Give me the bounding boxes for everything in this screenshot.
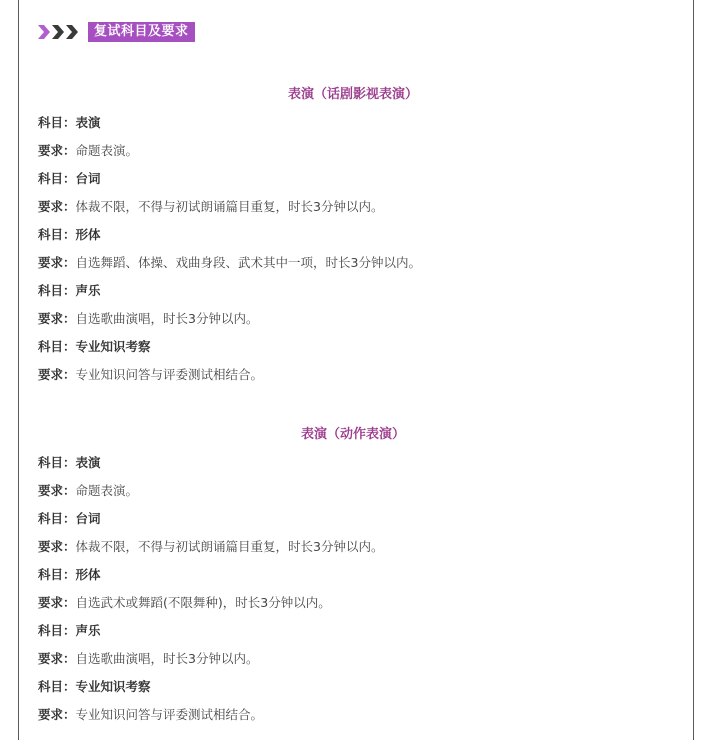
requirement-value: 自选歌曲演唱，时长3分钟以内。	[75, 651, 259, 666]
section-header	[38, 22, 195, 42]
subject-value: 表演	[75, 455, 101, 470]
subject-row	[38, 221, 668, 249]
subject-row	[38, 561, 668, 589]
requirement-row	[38, 305, 668, 333]
subject-row	[38, 277, 668, 305]
subject-value: 台词	[75, 511, 101, 526]
requirement-value: 自选歌曲演唱，时长3分钟以内。	[75, 311, 259, 326]
section-title: 表演（动作表演）	[300, 427, 405, 442]
subject-value: 专业知识考察	[75, 339, 151, 354]
requirement-label: 要求：	[38, 651, 76, 666]
subject-label: 科目：	[38, 511, 76, 526]
triple-chevron-right-icon	[38, 22, 80, 42]
requirement-row	[38, 533, 668, 561]
requirement-value: 自选武术或舞蹈(不限舞种)，时长3分钟以内。	[75, 595, 331, 610]
requirement-row	[38, 701, 668, 729]
requirement-value: 自选舞蹈、体操、戏曲身段、武术其中一项，时长3分钟以内。	[75, 255, 421, 270]
subject-label: 科目：	[38, 623, 76, 638]
subject-value: 声乐	[75, 623, 101, 638]
subject-row	[38, 109, 668, 137]
requirement-row	[38, 137, 668, 165]
subject-value: 台词	[75, 171, 101, 186]
subject-value: 形体	[75, 227, 101, 242]
subject-label: 科目：	[38, 567, 76, 582]
requirement-label: 要求：	[38, 539, 76, 554]
subject-label: 科目：	[38, 455, 76, 470]
header-title: 复试科目及要求	[88, 22, 195, 42]
subject-value: 声乐	[75, 283, 101, 298]
requirement-row	[38, 477, 668, 505]
subject-row	[38, 165, 668, 193]
subject-value: 专业知识考察	[75, 679, 151, 694]
subject-label: 科目：	[38, 679, 76, 694]
section-action	[38, 421, 668, 729]
subject-row	[38, 333, 668, 361]
subject-value: 形体	[75, 567, 101, 582]
requirement-value: 命题表演。	[75, 143, 139, 158]
subject-label: 科目：	[38, 115, 76, 130]
requirement-label: 要求：	[38, 311, 76, 326]
requirement-row	[38, 645, 668, 673]
subject-label: 科目：	[38, 283, 76, 298]
requirement-value: 专业知识问答与评委测试相结合。	[75, 707, 264, 722]
requirement-label: 要求：	[38, 595, 76, 610]
subject-row	[38, 505, 668, 533]
subject-label: 科目：	[38, 339, 76, 354]
requirement-row	[38, 361, 668, 389]
requirement-value: 体裁不限，不得与初试朗诵篇目重复，时长3分钟以内。	[75, 199, 384, 214]
section-drama-film	[38, 81, 668, 389]
requirement-label: 要求：	[38, 483, 76, 498]
requirement-label: 要求：	[38, 367, 76, 382]
requirement-row	[38, 589, 668, 617]
subject-row	[38, 449, 668, 477]
requirement-value: 命题表演。	[75, 483, 139, 498]
requirement-label: 要求：	[38, 143, 76, 158]
requirement-label: 要求：	[38, 707, 76, 722]
requirement-value: 体裁不限，不得与初试朗诵篇目重复，时长3分钟以内。	[75, 539, 384, 554]
subject-row	[38, 617, 668, 645]
requirement-label: 要求：	[38, 199, 76, 214]
requirement-row	[38, 249, 668, 277]
subject-row	[38, 673, 668, 701]
section-title: 表演（话剧影视表演）	[287, 87, 418, 102]
subject-label: 科目：	[38, 171, 76, 186]
subject-label: 科目：	[38, 227, 76, 242]
requirement-value: 专业知识问答与评委测试相结合。	[75, 367, 264, 382]
requirement-label: 要求：	[38, 255, 76, 270]
subject-value: 表演	[75, 115, 101, 130]
requirement-row	[38, 193, 668, 221]
